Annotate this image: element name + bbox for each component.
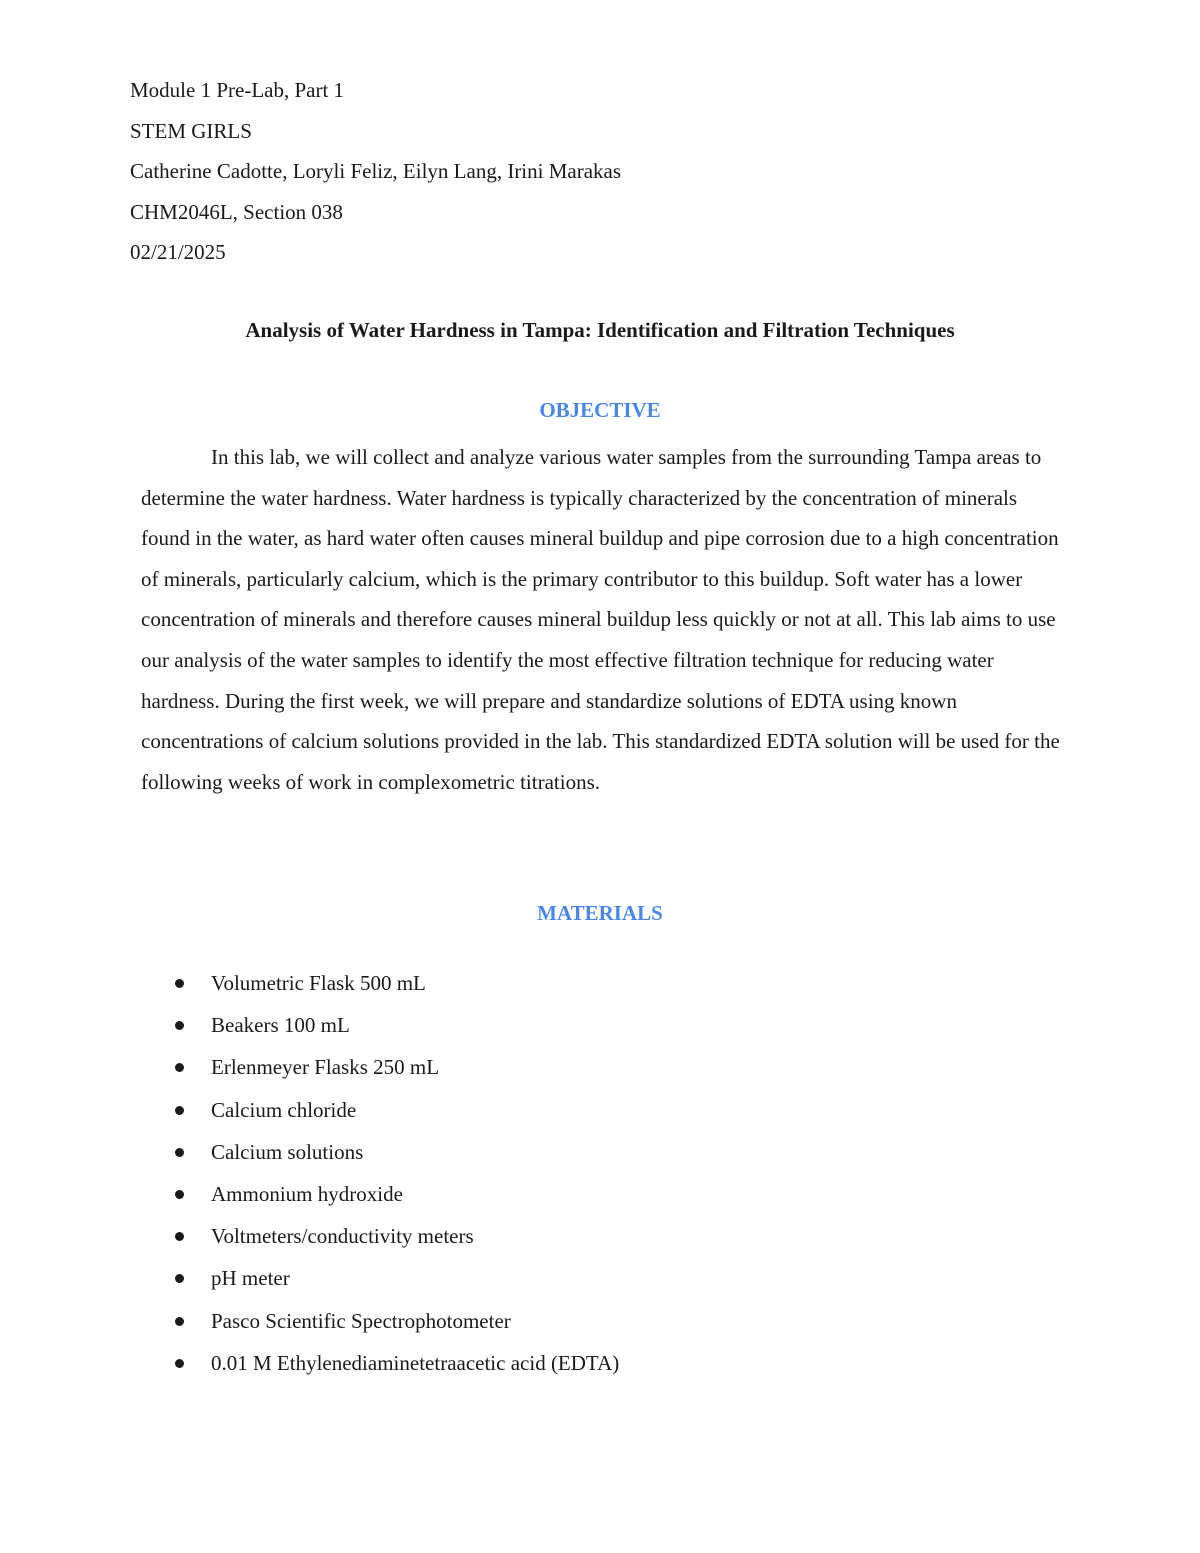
document-date: 02/21/2025 xyxy=(130,240,226,264)
material-label: Calcium chloride xyxy=(211,1097,357,1122)
list-item xyxy=(0,1131,619,1173)
bullet-icon xyxy=(175,1106,184,1115)
material-label: 0.01 M Ethylenediaminetetraacetic acid (EDTA) xyxy=(211,1350,620,1375)
materials-list xyxy=(0,962,619,1384)
bullet-icon xyxy=(175,1148,184,1157)
objective-heading: OBJECTIVE xyxy=(539,398,661,422)
bullet-icon xyxy=(175,1274,184,1283)
bullet-icon xyxy=(175,1063,184,1072)
list-item xyxy=(0,1257,619,1299)
document-title: Analysis of Water Hardness in Tampa: Identification and Filtration Techniques xyxy=(245,318,955,342)
material-label: Erlenmeyer Flasks 250 mL xyxy=(211,1055,440,1080)
material-label: Volumetric Flask 500 mL xyxy=(211,971,426,995)
material-label: Voltmeters/conductivity meters xyxy=(211,1224,474,1249)
module-line: Module 1 Pre-Lab, Part 1 xyxy=(130,78,345,102)
objective-paragraph: In this lab, we will collect and analyze various water samples from the surrounding Tampa areas to determine the water hardness. Water hardness is typically characterized by the concentration of minerals found in the water, as hard water often causes mineral buildup and pipe corrosion due to a high concentration of minerals, particularly calcium, which is the primary contributor to this buildup. Soft water has a lower concentration of minerals and therefore causes mineral buildup less quickly or not at all. This lab aims to use our analysis of the water samples to identify the most effective filtration technique for reducing water hardness. During the first week, we will prepare and standardize solutions of EDTA using known concentrations of calcium solutions provided in the lab. This standardized EDTA solution will be used for the following weeks of work in complexometric titrations. xyxy=(141,445,1060,794)
list-item xyxy=(0,1046,619,1088)
list-item xyxy=(0,1004,619,1046)
author-names: Catherine Cadotte, Loryli Feliz, Eilyn Lang, Irini Marakas xyxy=(130,159,622,183)
bullet-icon xyxy=(175,1317,184,1326)
list-item xyxy=(0,962,619,1004)
bullet-icon xyxy=(175,1190,184,1199)
course-section: CHM2046L, Section 038 xyxy=(130,199,343,224)
material-label: pH meter xyxy=(211,1266,290,1291)
list-item xyxy=(0,1173,619,1215)
bullet-icon xyxy=(175,1021,184,1030)
group-name: STEM GIRLS xyxy=(130,118,252,143)
bullet-icon xyxy=(175,1359,184,1368)
bullet-icon xyxy=(175,979,184,988)
list-item xyxy=(0,1089,619,1131)
document-header xyxy=(130,70,621,273)
material-label: Beakers 100 mL xyxy=(211,1013,350,1038)
list-item xyxy=(0,1215,619,1257)
list-item xyxy=(0,1342,619,1384)
materials-heading: MATERIALS xyxy=(537,901,663,925)
bullet-icon xyxy=(175,1232,184,1241)
material-label: Ammonium hydroxide xyxy=(211,1182,403,1207)
list-item xyxy=(0,1300,619,1342)
material-label: Pasco Scientific Spectrophotometer xyxy=(211,1308,511,1333)
material-label: Calcium solutions xyxy=(211,1139,364,1164)
